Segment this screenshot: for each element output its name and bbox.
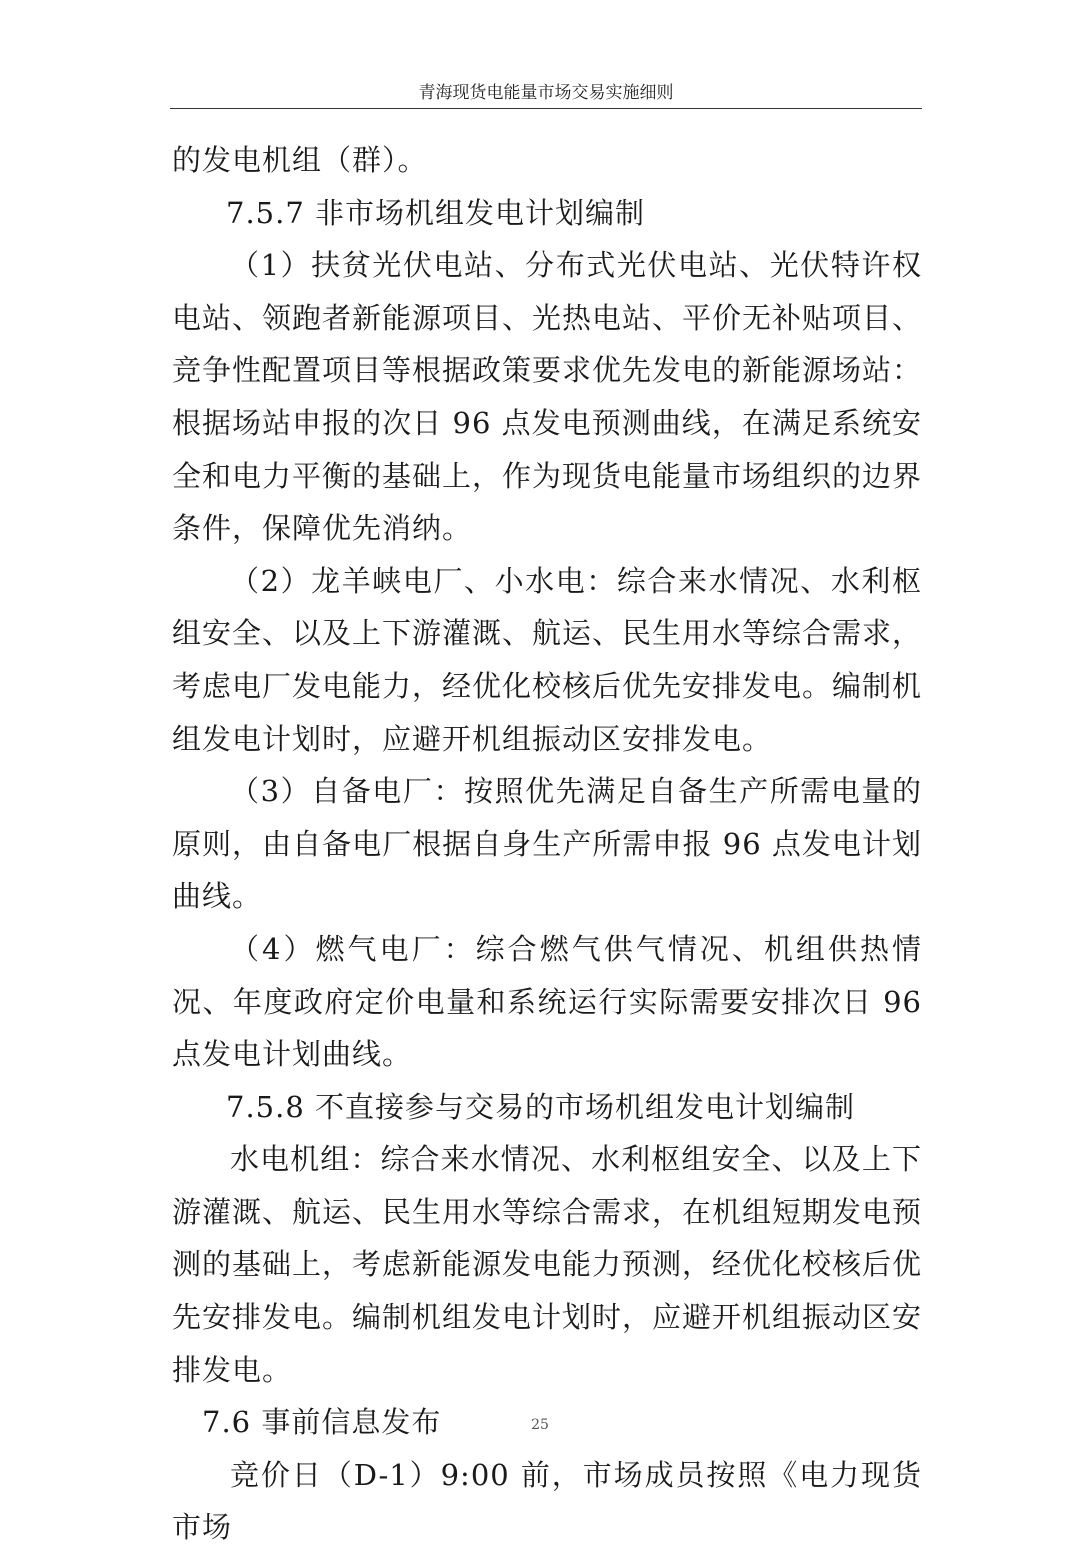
paragraph-item-3: （3）自备电厂：按照优先满足自备生产所需电量的原则，由自备电厂根据自身生产所需申报 96 点发电计划曲线。 bbox=[172, 774, 922, 914]
paragraph-item-2: （2）龙羊峡电厂、小水电：综合来水情况、水利枢组安全、以及上下游灌溉、航运、民生用水等综合需求，考虑电厂发电能力，经优化校核后优先安排发电。编制机组发电计划时，应避开机组振动区安排发电。 bbox=[172, 563, 923, 756]
section-heading-7-5-8: 7.5.8 不直接参与交易的市场机组发电计划编制 bbox=[226, 1089, 856, 1124]
paragraph-item-4: （4）燃气电厂：综合燃气供气情况、机组供热情况、年度政府定价电量和系统运行实际需要安排次日 96 点发电计划曲线。 bbox=[172, 931, 922, 1072]
header-divider bbox=[170, 108, 922, 109]
running-header: 青海现货电能量市场交易实施细则 bbox=[418, 83, 674, 103]
section-heading-7-6: 7.6 事前信息发布 bbox=[202, 1405, 442, 1440]
paragraph-item-1: （1）扶贫光伏电站、分布式光伏电站、光伏特许权电站、领跑者新能源项目、光热电站、平价无补贴项目、竞争性配置项目等根据政策要求优先发电的新能源场站：根据场站申报的次日 96 点发电预测曲线，在满足系统安全和电力平衡的基础上，作为现货电能量市场组织的边界条件，保障优先消纳。 bbox=[172, 248, 923, 546]
paragraph-continuation: 的发电机组（群）。 bbox=[172, 143, 428, 177]
page-number: 25 bbox=[531, 1417, 549, 1433]
body-text bbox=[172, 134, 922, 1554]
paragraph-hydro-units: 水电机组：综合来水情况、水利枢组安全、以及上下游灌溉、航运、民生用水等综合需求，在机组短期发电预测的基础上，考虑新能源发电能力预测，经优化校核后优先安排发电。编制机组发电计划时，应避开机组振动区安排发电。 bbox=[172, 1142, 923, 1387]
section-heading-7-5-7: 7.5.7 非市场机组发电计划编制 bbox=[226, 195, 646, 230]
paragraph-bidding-day: 竞价日（D-1）9:00 前，市场成员按照《电力现货市场 bbox=[172, 1457, 922, 1545]
